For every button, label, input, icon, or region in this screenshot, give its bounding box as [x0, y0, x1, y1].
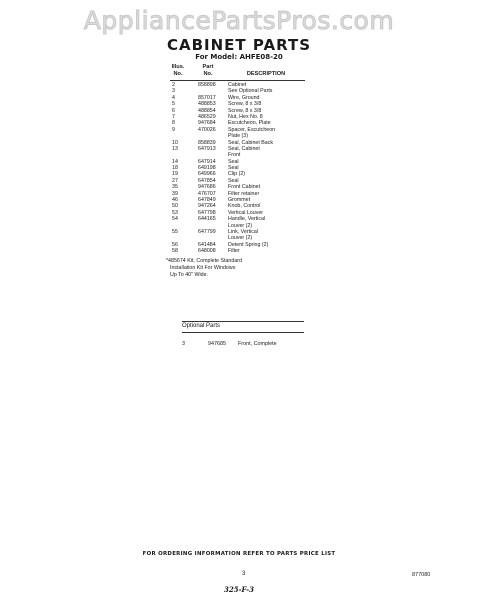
parts-row-description: Cabinet [228, 82, 247, 88]
parts-row-description: Filter [228, 248, 240, 255]
kit-note-line: *485674 Kit, Complete Standard [166, 258, 242, 264]
parts-row-part-no: 649966 [198, 171, 216, 178]
parts-row-illus: 46 [172, 197, 178, 204]
parts-row-part-no: 857017 [198, 94, 216, 101]
parts-row-description: Seal [228, 158, 239, 165]
parts-row-description: Spacer, Escutcheon [228, 126, 276, 133]
parts-row-illus: 8 [172, 120, 175, 127]
parts-row-description: Seal [228, 177, 239, 184]
parts-row-part-no: 641484 [198, 241, 216, 248]
parts-row-description: Wire, Ground [228, 94, 260, 101]
parts-row-description: Seal, Cabinet [228, 145, 260, 152]
parts-row-part-no: 947686 [198, 184, 216, 191]
kit-note-line: Installation Kit For Windows [170, 264, 236, 271]
parts-row-description: Louver (2) [228, 222, 253, 229]
parts-row-part-no: 647913 [198, 145, 216, 152]
parts-row-illus: 4 [172, 94, 175, 101]
optional-rule-top [182, 321, 304, 322]
parts-row-illus: 39 [172, 190, 178, 197]
header-part [196, 64, 220, 78]
parts-row-description: Handle, Vertical [228, 216, 266, 223]
header-part-line1: Part [202, 64, 214, 70]
parts-row [172, 248, 332, 254]
parts-row-illus: 50 [172, 203, 178, 210]
page-number: 3 [242, 571, 246, 577]
handwritten-mark: 325-F-3 [224, 585, 254, 594]
parts-row-illus: 54 [172, 216, 178, 223]
parts-row-description: Screw, 8 x 3/8 [228, 107, 262, 114]
parts-row-description: Front [228, 152, 241, 159]
parts-row-illus: 18 [172, 165, 178, 172]
parts-row-description: Louver (2) [228, 235, 253, 242]
parts-row-description: Detent Spring (2) [228, 241, 269, 248]
parts-row-illus: 10 [172, 139, 178, 146]
parts-row-part-no: 947264 [198, 203, 216, 210]
parts-row-part-no: 488854 [198, 107, 216, 114]
parts-row-description: Vertical Louver [228, 209, 264, 216]
parts-row-description: Nut, Hex No. 8 [228, 113, 263, 120]
parts-row-illus: 13 [172, 145, 178, 152]
parts-row-part-no: 649198 [198, 165, 216, 172]
parts-row-illus: 7 [172, 113, 175, 120]
parts-row-illus: 9 [172, 126, 175, 133]
optional-parts-title: Optional Parts [182, 323, 221, 329]
parts-row-part-no: 476707 [198, 190, 216, 197]
ordering-footer: FOR ORDERING INFORMATION REFER TO PARTS PRICE LIST [142, 551, 336, 557]
kit-note-line: Up To 40" Wide. [170, 271, 208, 278]
header-description: DESCRIPTION [246, 71, 286, 77]
parts-row-description: See Optional Parts [228, 88, 273, 95]
parts-row-illus: 56 [172, 241, 178, 248]
parts-row-illus: 3 [172, 88, 175, 95]
parts-row-part-no: 486529 [198, 113, 216, 120]
parts-row-illus: 35 [172, 184, 178, 191]
parts-row-part-no: 488853 [198, 101, 216, 108]
parts-row-illus: 6 [172, 107, 175, 114]
header-illus [168, 64, 188, 78]
parts-row-illus: 58 [172, 248, 178, 255]
header-illus-line1: Illus. [171, 64, 185, 70]
parts-list [172, 82, 332, 255]
parts-row-description: Front Cabinet [228, 184, 261, 191]
page-title: CABINET PARTS [166, 36, 312, 54]
parts-row-description: Plate (3) [228, 133, 249, 140]
parts-row-part-no: 647799 [198, 228, 216, 235]
parts-row-illus: 19 [172, 171, 178, 178]
parts-row-part-no: 858839 [198, 139, 216, 146]
model-subtitle: For Model: AHFE08-20 [195, 53, 283, 61]
document-number: 877080 [412, 572, 431, 578]
parts-row-description: Escutcheon, Plate [228, 120, 271, 127]
optional-description: Front, Complete [238, 341, 277, 347]
parts-row-illus: 27 [172, 177, 178, 184]
parts-row-part-no: 858898 [198, 82, 216, 88]
parts-row-illus: 55 [172, 228, 178, 235]
parts-row-part-no: 647914 [198, 158, 216, 165]
parts-row-description: Filter retainer [228, 190, 260, 197]
watermark: AppliancePartsPros.com [83, 6, 395, 35]
header-rule [170, 80, 305, 81]
optional-illus: 3 [182, 341, 185, 347]
header-part-line2: No. [203, 71, 213, 77]
parts-row-part-no: 647854 [198, 177, 216, 184]
parts-row-description: Clip (2) [228, 171, 246, 178]
optional-rule-bottom [182, 332, 304, 333]
parts-row-description: Seal [228, 165, 239, 172]
optional-part-no: 947685 [208, 341, 226, 347]
header-illus-line2: No. [173, 71, 183, 77]
parts-row-description: Screw, 8 x 3/8 [228, 101, 262, 108]
parts-row-part-no: 470026 [198, 126, 216, 133]
parts-row-description: Link, Vertical [228, 228, 259, 235]
parts-row-description: Grommet [228, 197, 251, 204]
parts-row-part-no: 947684 [198, 120, 216, 127]
parts-row-part-no: 648008 [198, 248, 216, 255]
parts-row-description: Seal, Cabinet Back [228, 139, 274, 146]
kit-note [166, 258, 242, 278]
parts-row-part-no: 647798 [198, 209, 216, 216]
parts-row-illus: 5 [172, 101, 175, 108]
parts-row-illus: 14 [172, 158, 178, 165]
parts-row-illus: 2 [172, 82, 175, 88]
parts-row-part-no: 647849 [198, 197, 216, 204]
parts-row-part-no: 644165 [198, 216, 216, 223]
parts-row-description: Knob, Control [228, 203, 261, 210]
parts-row-illus: 53 [172, 209, 178, 216]
